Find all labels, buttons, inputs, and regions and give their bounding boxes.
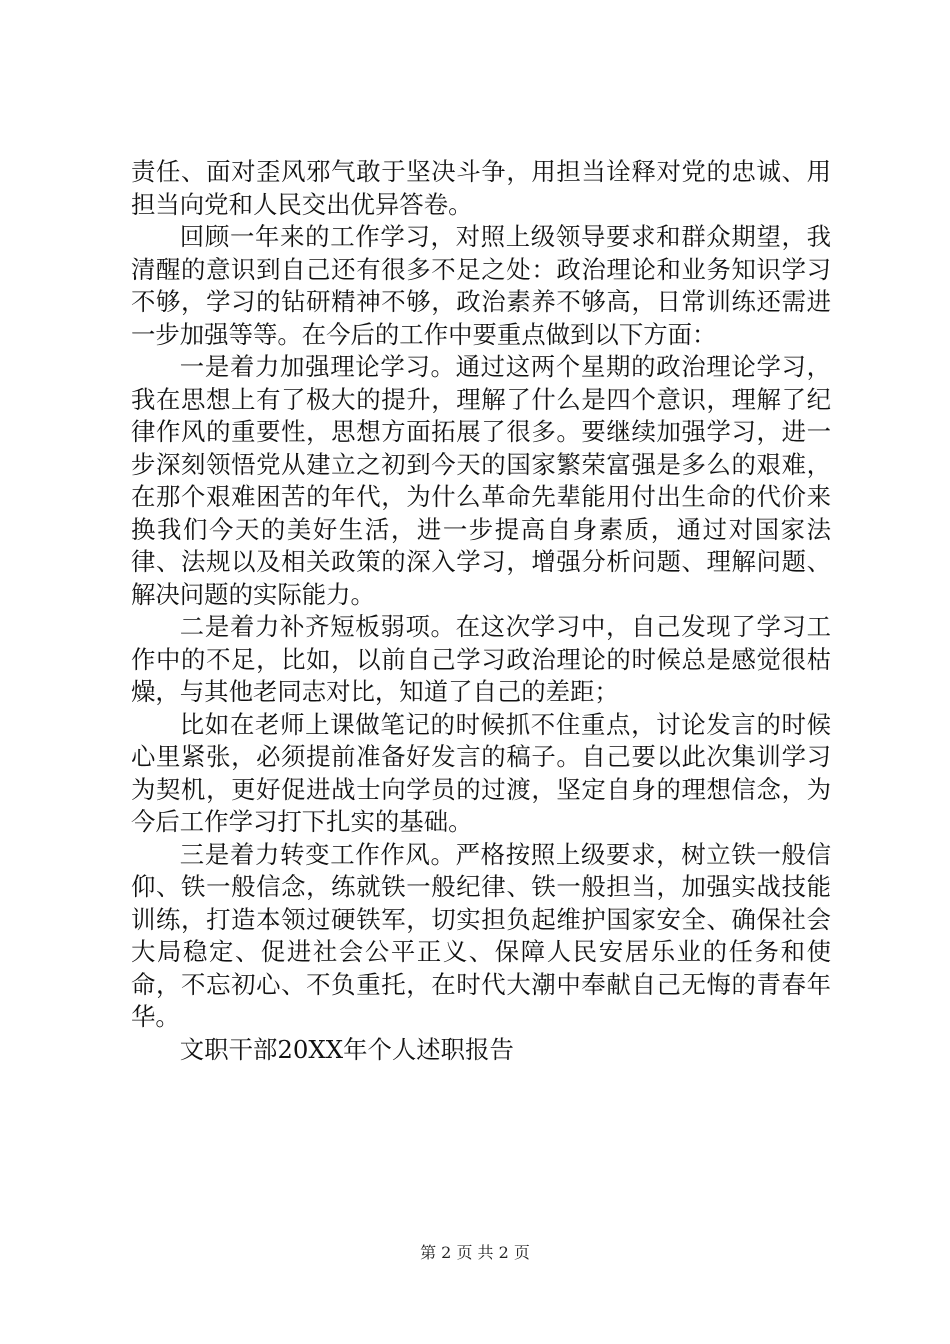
paragraph-7-title: 文职干部20XX年个人述职报告 [179,1034,514,1064]
paragraph-2: 回顾一年来的工作学习，对照上级领导要求和群众期望，我清醒的意识到自己还有很多不足之处：政治理论和业务知识学习不够，学习的钻研精神不够，政治素养不够高，日常训练还需进一步加强等等。在今后的工作中要重点做到以下方面： [131,222,831,349]
document-body [131,156,831,1066]
paragraph-5: 比如在老师上课做笔记的时候抓不住重点，讨论发言的时候心里紧张，必须提前准备好发言的稿子。自己要以此次集训学习为契机，更好促进战士向学员的过渡，坚定自身的理想信念，为今后工作学习打下扎实的基础。 [131,709,831,836]
paragraph-1: 责任、面对歪风邪气敢于坚决斗争，用担当诠释对党的忠诚、用担当向党和人民交出优异答卷。 [131,157,831,219]
paragraph-6: 三是着力转变工作作风。严格按照上级要求，树立铁一般信仰、铁一般信念，练就铁一般纪律、铁一般担当，加强实战技能训练，打造本领过硬铁军，切实担负起维护国家安全、确保社会大局稳定、促进社会公平正义、保障人民安居乐业的任务和使命，不忘初心、不负重托，在时代大潮中奉献自己无悔的青春年华。 [131,839,831,1031]
page-number-footer: 第 2 页 共 2 页 [420,1243,530,1262]
paragraph-3: 一是着力加强理论学习。通过这两个星期的政治理论学习，我在思想上有了极大的提升，理解了什么是四个意识，理解了纪律作风的重要性，思想方面拓展了很多。要继续加强学习，进一步深刻领悟党从建立之初到今天的国家繁荣富强是多么的艰难，在那个艰难困苦的年代，为什么革命先辈能用付出生命的代价来换我们今天的美好生活，进一步提高自身素质，通过对国家法律、法规以及相关政策的深入学习，增强分析问题、理解问题、解决问题的实际能力。 [131,352,831,609]
paragraph-4: 二是着力补齐短板弱项。在这次学习中，自己发现了学习工作中的不足，比如，以前自己学习政治理论的时候总是感觉很枯燥，与其他老同志对比，知道了自己的差距； [131,612,831,706]
